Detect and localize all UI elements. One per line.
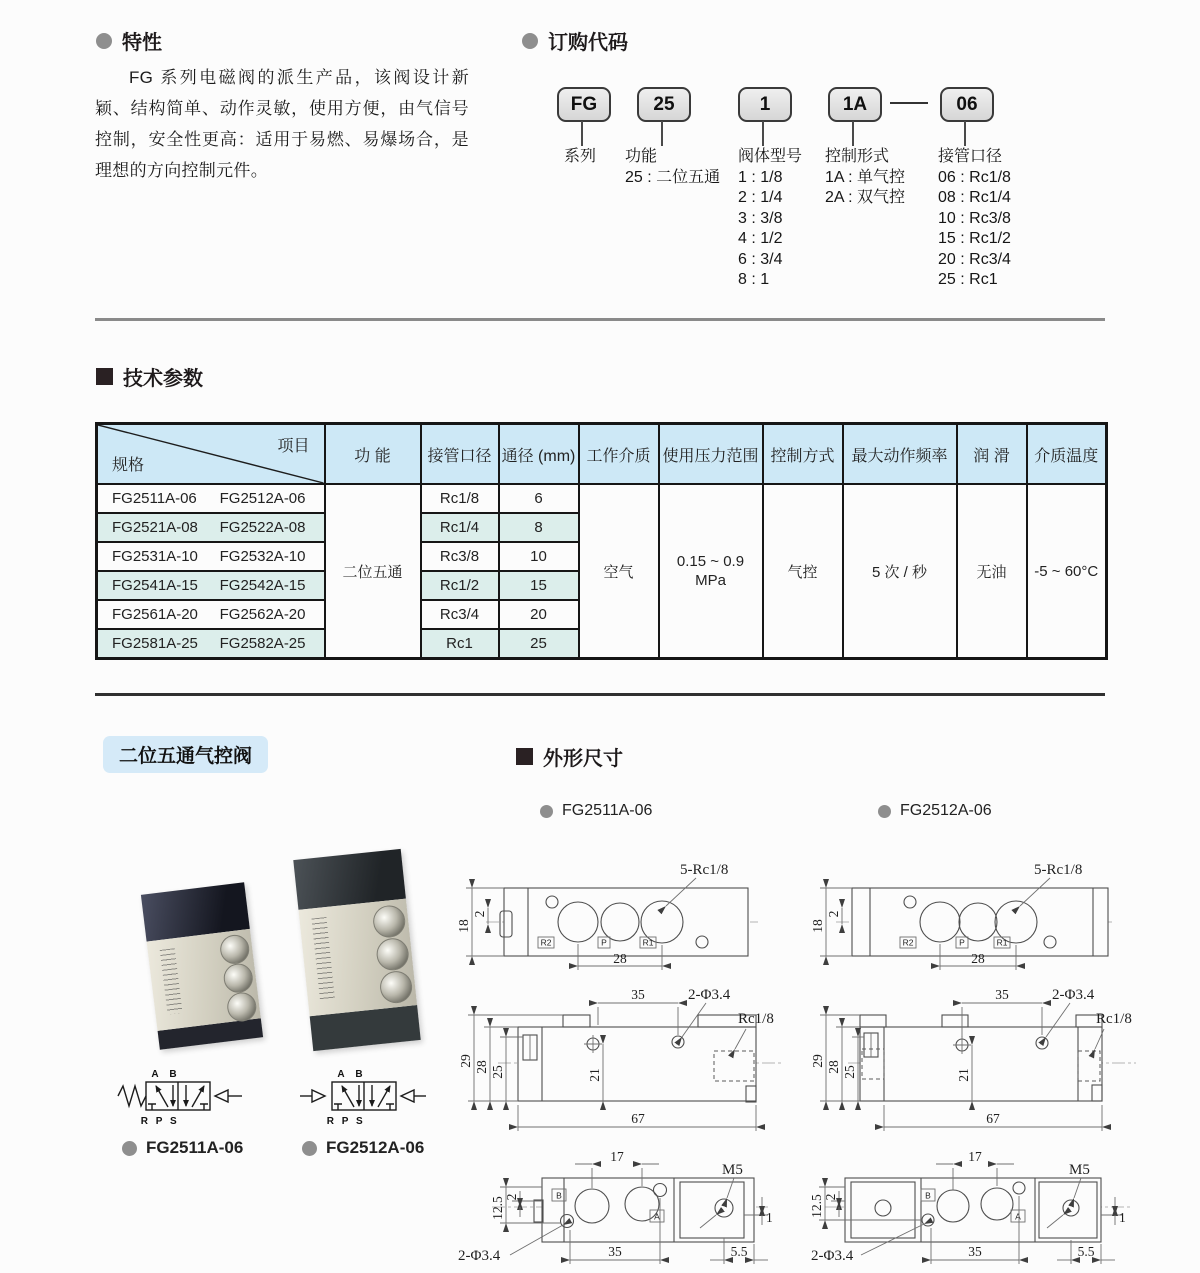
dim-text: 67 [986,1111,1000,1126]
lubrication-cell: 无油 [957,484,1027,659]
code-box-port: 06 [940,87,994,122]
dim-text: 5.5 [1077,1244,1095,1259]
dim-text: 28 [474,1060,489,1074]
circle-bullet-icon [96,33,112,49]
code-option: 6 : 3/4 [738,250,783,268]
pilot-triangle-icon [312,1090,325,1102]
specs-title: 技术参数 [123,368,203,390]
port-label: P [959,937,965,948]
ordering-heading [522,26,628,55]
model-b: FG2512A-06 [219,490,306,507]
dim-text: 29 [458,1054,473,1068]
port-cell: Rc1/8 [421,484,499,513]
port-label: R1 [996,937,1008,948]
port-cell: Rc1/4 [421,513,499,542]
ports-bottom-label: R P S [140,1116,180,1127]
header-temperature: 介质温度 [1027,424,1107,485]
valve-label [160,948,183,1014]
circle-bullet-icon [522,33,538,49]
code-group-function [625,147,720,188]
dim-text: 2 [472,910,487,918]
dim-text: 29 [810,1054,825,1068]
valve-port [372,904,407,939]
valve-photo-large [293,849,420,1051]
pilot-triangle-icon [215,1090,228,1102]
code-option: 10 : Rc3/8 [938,209,1011,227]
model-b: FG2522A-08 [219,519,306,536]
dim-callout: 2-Φ3.4 [458,1248,501,1264]
spring-icon [118,1086,146,1106]
model-cell [97,484,325,513]
dim-text: 28 [971,951,985,966]
pressure-cell [659,484,763,659]
port-label: B [925,1190,931,1201]
code-group-label: 控制形式 [825,148,890,165]
divider-rule [95,318,1105,321]
model-cell [97,629,325,659]
model-b: FG2532A-10 [219,548,306,565]
code-option: 8 : 1 [738,271,770,288]
code-option: 3 : 3/8 [738,209,783,227]
valve-label [311,917,335,1002]
code-option: 1A : 单气控 [825,168,906,186]
bore-cell: 10 [499,542,579,571]
dim-text: 25 [842,1065,857,1079]
dim-text: 67 [631,1111,645,1126]
port-cell: Rc3/4 [421,600,499,629]
symbol-model-text: FG2511A-06 [146,1138,244,1157]
table-row [97,484,1107,513]
dim-text: 2 [826,910,841,918]
code-option: 06 : Rc1/8 [938,168,1011,186]
port-cell: Rc1/2 [421,571,499,600]
header-lubrication: 润 滑 [957,424,1027,485]
code-group-port [938,147,1011,291]
model-b: FG2562A-20 [219,606,306,623]
pressure-value: 0.15 ~ 0.9 [676,553,745,570]
bottom-view-drawing-right [805,1148,1137,1273]
bore-cell: 8 [499,513,579,542]
symbol-model-text: FG2512A-06 [326,1138,425,1157]
header-function: 功 能 [325,424,421,485]
code-box-control: 1A [828,87,882,122]
pressure-unit: MPa [695,572,726,589]
circle-bullet-icon [302,1141,317,1156]
dim-callout: 2-Φ3.4 [688,987,731,1003]
port-cell: Rc1 [421,629,499,659]
square-bullet-icon [516,748,533,765]
header-control: 控制方式 [763,424,843,485]
model-cell [97,571,325,600]
port-a-label: A [337,1069,345,1080]
dim-text: 35 [608,1244,622,1259]
features-title: 特性 [122,32,162,54]
dim-text: 35 [631,987,645,1002]
dim-text: 5.5 [730,1244,748,1259]
port-label: P [601,937,607,948]
circle-bullet-icon [878,805,891,818]
features-heading [96,26,162,55]
control-cell: 气控 [763,484,843,659]
bottom-view-drawing-left [452,1148,772,1273]
valve-symbol-double-pilot [288,1062,438,1130]
symbol-label-right [302,1138,424,1158]
dim-text: 28 [613,951,627,966]
dim-callout: 5-Rc1/8 [680,862,729,878]
dim-callout: Rc1/8 [1096,1011,1132,1027]
bore-cell: 25 [499,629,579,659]
code-group-label: 功能 [625,148,658,165]
specs-table [95,422,1108,660]
dim-callout: 5-Rc1/8 [1034,862,1083,878]
valve-port [226,991,258,1023]
code-box-series: FG [557,87,611,122]
dim-text: 28 [826,1060,841,1074]
divider-rule [95,693,1105,696]
port-label: A [1015,1211,1021,1222]
port-label: R2 [902,937,914,948]
valve-port [378,969,413,1004]
code-group-series [564,147,596,168]
dim-text: 18 [810,919,825,933]
model-cell [97,513,325,542]
port-label: R2 [540,937,552,948]
corner-bottom-label: 规格 [112,457,145,474]
valve-port [219,933,251,965]
code-option: 08 : Rc1/4 [938,189,1011,206]
header-frequency: 最大动作频率 [843,424,957,485]
port-label: B [556,1190,562,1201]
dim-text: 2 [504,1193,519,1201]
model-a: FG2581A-25 [112,635,198,652]
dim-text: 17 [968,1149,982,1164]
header-port: 接管口径 [421,424,499,485]
port-label: A [654,1211,660,1222]
dim-text: 21 [587,1068,602,1082]
ordering-title: 订购代码 [548,32,628,54]
header-medium: 工作介质 [579,424,659,485]
valve-port [222,962,254,994]
circle-bullet-icon [540,805,553,818]
header-pressure: 使用压力范围 [659,424,763,485]
port-cell: Rc3/8 [421,542,499,571]
dim-callout: M5 [1069,1162,1090,1178]
features-body: FG 系列电磁阀的派生产品，该阀设计新颖、结构简单、动作灵敏，使用方便，由气信号控制，安全性更高：适用于易燃、易爆场合，是理想的方向控制元件。 [95,68,469,180]
dim-text: 18 [456,919,471,933]
dims-heading [516,742,623,771]
function-cell: 二位五通 [325,484,421,659]
valve-symbol-single-pilot [108,1062,258,1130]
model-a: FG2531A-10 [112,548,198,565]
valve-body [298,899,417,1017]
model-a: FG2521A-08 [112,519,198,536]
dim-text: 17 [610,1149,624,1164]
model-cell [97,542,325,571]
dim-text: 12.5 [490,1196,505,1220]
code-option: 2A : 双气控 [825,189,906,206]
code-dash [890,102,928,104]
pilot-triangle-icon [401,1090,414,1102]
bore-cell: 15 [499,571,579,600]
model-a: FG2541A-15 [112,577,198,594]
product-badge: 二位五通气控阀 [103,736,268,773]
dims-model-right [878,802,992,820]
dim-text: 21 [956,1068,971,1082]
port-label: R1 [642,937,654,948]
valve-body [147,929,261,1031]
dims-model-text: FG2511A-06 [562,802,653,819]
dims-model-left [540,802,652,820]
code-option: 25 : Rc1 [938,271,998,288]
dims-model-text: FG2512A-06 [900,802,992,819]
model-b: FG2542A-15 [219,577,306,594]
code-connector [964,121,966,146]
dims-title: 外形尺寸 [543,748,623,770]
dim-text: 12.5 [809,1194,824,1218]
dim-text: 2 [823,1193,838,1201]
bore-cell: 20 [499,600,579,629]
code-option: 20 : Rc3/4 [938,250,1011,268]
medium-cell: 空气 [579,484,659,659]
dim-text: 25 [490,1065,505,1079]
code-group-body [738,147,802,291]
top-view-drawing-left [458,850,760,978]
dim-text: 35 [995,987,1009,1002]
symbol-label-left [122,1138,243,1158]
code-option: 4 : 1/2 [738,230,783,247]
ports-bottom-label: R P S [326,1116,366,1127]
specs-heading [96,362,203,391]
code-group-label: 阀体型号 [738,148,803,165]
port-a-label: A [151,1069,159,1080]
dim-callout: Rc1/8 [738,1011,774,1027]
dim-text: 35 [968,1244,982,1259]
dim-callout: 2-Φ3.4 [1052,987,1095,1003]
valve-photo-small [141,882,263,1050]
model-a: FG2561A-20 [112,606,198,623]
bore-cell: 6 [499,484,579,513]
side-view-drawing-right [812,983,1144,1145]
code-connector [762,121,764,146]
dim-callout: M5 [722,1162,743,1178]
valve-port [375,937,410,972]
circle-bullet-icon [122,1141,137,1156]
port-b-label: B [355,1069,363,1080]
code-connector [852,121,854,146]
frequency-cell: 5 次 / 秒 [843,484,957,659]
port-b-label: B [169,1069,177,1080]
code-option: 15 : Rc1/2 [938,230,1011,247]
dim-text: 1 [766,1210,773,1225]
corner-header-cell [97,424,325,485]
code-connector [581,121,583,146]
dim-callout: 2-Φ3.4 [811,1248,854,1264]
dim-text: 1 [1119,1210,1126,1225]
code-connector [661,121,663,146]
code-option: 25 : 二位五通 [625,168,721,186]
code-option: 1 : 1/8 [738,168,783,186]
side-view-drawing-left [458,983,790,1145]
code-box-function: 25 [637,87,691,122]
model-cell [97,600,325,629]
top-view-drawing-right [812,850,1114,978]
square-bullet-icon [96,368,113,385]
code-group-control [825,147,905,209]
temperature-cell: -5 ~ 60°C [1027,484,1107,659]
code-group-label: 接管口径 [938,148,1003,165]
model-b: FG2582A-25 [219,635,306,652]
code-box-body: 1 [738,87,792,122]
code-option: 2 : 1/4 [738,189,783,206]
model-a: FG2511A-06 [112,490,197,507]
code-group-label: 系列 [564,148,597,165]
corner-top-label: 项目 [277,438,310,455]
header-bore: 通径 (mm) [499,424,579,485]
